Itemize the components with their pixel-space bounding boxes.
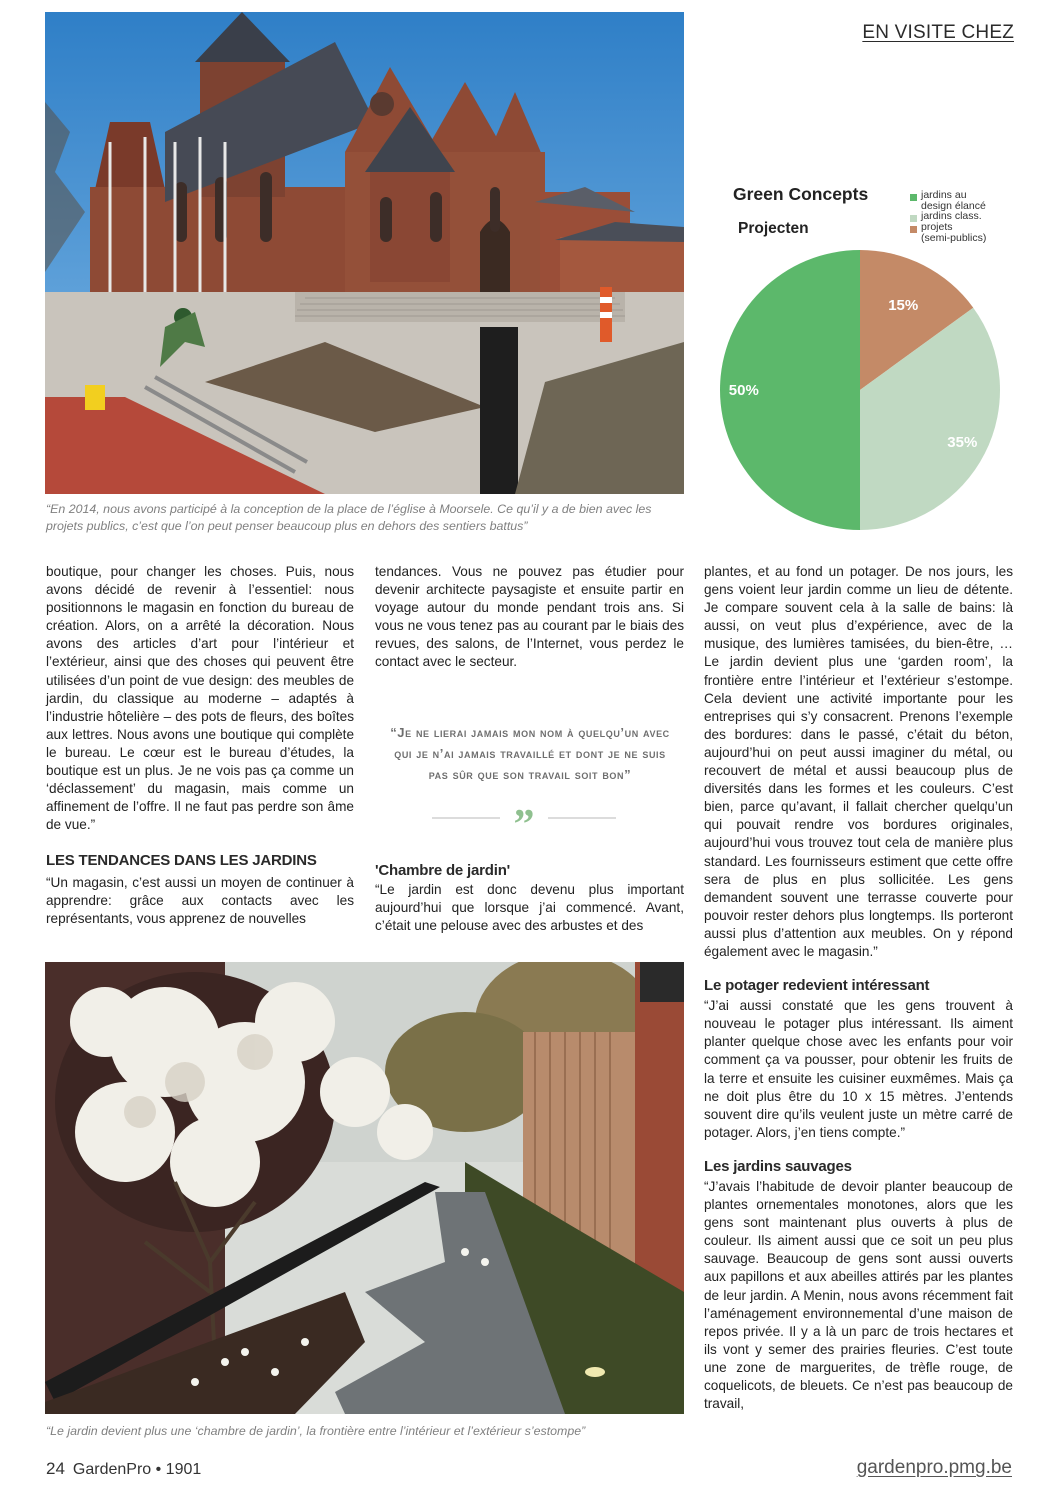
- garden-room-photo: [45, 962, 684, 1414]
- section-label: EN VISITE CHEZ: [862, 22, 1014, 43]
- section-heading: LES TENDANCES DANS LES JARDINS: [46, 852, 317, 870]
- legend-label: projets (semi-publics): [921, 221, 987, 244]
- section-heading: Les jardins sauvages: [704, 1157, 852, 1175]
- pie-slice-label: 15%: [888, 297, 919, 315]
- paragraph: “J’avais l’habitude de devoir planter beaucoup de plantes ornementales monotones, alors que les gens sont maintenant plus ouverts à plus de couleur. Ils aiment aussi que ce soit un peu plus sauvage. Beaucoup de gens sont aussi ouverts aux papillons et aux abeilles attirés par les plantes de leur jardin. A Menin, nous avons récemment fait l’aménagement environnemental d’une maison de repos privée. Il y a là un parc de trois hectares et ils vont y semer des prairies fleuries. C’est toute une zone de marguerites, de trèfle rouge, de coquelicots, de bleuets. Ce n’est pas beaucoup de travail,: [704, 1179, 1013, 1412]
- legend-label: jardins class.: [921, 210, 982, 222]
- paragraph: “Le jardin est donc devenu plus important aujourd’hui que lorsque j’ai commencé. Avant, c’était une pelouse avec des arbustes et des: [375, 882, 684, 934]
- legend-item: [910, 190, 1015, 211]
- article-column-3: [704, 563, 1013, 1413]
- paragraph: boutique, pour changer les choses. Puis, nous avons décidé de revenir à l’essentiel: nous positionnons le magasin en fonction du bureau de création. Alors, on a arrêté la décoration. Nous avons des articles d’art pour l’intérieur et l’extérieur, ainsi que des choses qui peuvent être utilisées d’un point de vue design: des meubles de jardin, du classique au moderne – adaptés à l’industrie hôtelière – des pots de fleurs, des boîtes aux lettres. Nous avons une boutique qui complète le bureau. Le cœur est le bureau d’études, la boutique est un plus. Je ne vois pas ça comme un ‘déclassement’ du magasin, mais comme un affinement de l’offre. Il ne faut pas perdre son âme de vue.”: [46, 564, 354, 833]
- pie-slices: [720, 250, 1000, 530]
- article-column-2: [375, 563, 684, 672]
- legend-swatch: [910, 194, 917, 201]
- paragraph: tendances. Vous ne pouvez pas étudier pour devenir architecte paysagiste et ensuite partir en voyage autour du monde pendant trois ans. Si vous ne vous tenez pas au courant par le biais des revues, des salons, de l’Internet, vous perdez le contact avec le secteur.: [375, 564, 684, 670]
- garden-photo-caption: “Le jardin devient plus une ‘chambre de jardin’, la frontière entre l’intérieur et l’extérieur s’estompe”: [46, 1424, 586, 1438]
- section-heading: Le potager redevient intéressant: [704, 977, 930, 995]
- page-number: 24: [46, 1459, 65, 1478]
- pull-quote: “Je ne lierai jamais mon nom à quelqu’un avec qui je n’ai jamais travaillé et dont je ne suis pas sûr que son travail soit bon”: [390, 725, 670, 782]
- church-square-photo: [45, 12, 684, 494]
- paragraph: “Un magasin, c’est aussi un moyen de continuer à apprendre: grâce aux contacts avec les représentants, vous apprenez de nouvelles: [46, 874, 354, 926]
- magazine-issue: GardenPro • 1901: [72, 1461, 202, 1478]
- footer-folio: [46, 1459, 201, 1479]
- quote-mark-icon: ”: [513, 808, 535, 838]
- section-heading: 'Chambre de jardin': [375, 862, 511, 879]
- website-link[interactable]: gardenpro.pmg.be: [856, 1457, 1012, 1478]
- legend-swatch: [910, 226, 917, 233]
- article-column-2-lower: [375, 862, 684, 935]
- chart-legend: [910, 190, 1015, 243]
- article-column-1: [46, 563, 354, 928]
- quote-divider: [432, 808, 616, 838]
- church-photo-caption: “En 2014, nous avons participé à la conception de la place de l’église à Moorsele. Ce qu’il y a de bien avec les projets publics, c’est que l’on peut penser beaucoup plus en dehors des sentiers battus”: [46, 502, 652, 533]
- chart-title: Green Concepts: [733, 184, 869, 204]
- paragraph: “J’ai aussi constaté que les gens trouvent à nouveau le potager plus intéressant. Ils aiment planter quelque chose avec les enfants pour voir comment ça va pousser, pour obtenir les fruits de la terre et ensuite les cuisiner euxmêmes. Mais ça ne doit plus être du 10 x 15 mètres. J’entends souvent dire qu’ils veulent juste un mètre carré de potager. Alors, j’en tiens compte.”: [704, 998, 1013, 1140]
- legend-swatch: [910, 215, 917, 222]
- pie-slice-label: 50%: [728, 382, 759, 399]
- chart-subtitle: Projecten: [738, 220, 809, 237]
- paragraph: plantes, et au fond un potager. De nos jours, les gens voient leur jardin comme un lieu de détente. Je compare souvent cela à la salle de bains: là aussi, on veut plus d’expérience, avec de la musique, des lumières tamisées, du bien-être, … Le jardin devient plus une ‘garden room’, la frontière entre l’intérieur et l’extérieur s’estompe. Cela devient une activité importante pour les entreprises qui s’y consacrent. Prenons l’exemple des bordures: dans le passé, c’était du béton, aujourd’hui on peut aussi imaginer du métal, ou recouvert de métal et aussi beaucoup plus de diversités dans les formes et les couleurs. C’est bien, parce qu’avant, il fallait chercher quelqu’un qui pouvait rendre vos bordures originales, aujourd’hui vous trouvez tout cela de manière plus standard. Les fournisseurs estiment que cette offre sera de plus en plus sollicitée. Les gens demandent souvent une terrasse couverte pour pouvoir rester dehors plus longtemps. Ils porteront aussi plus d’attention aux meubles. On y répond également avec le magasin.”: [704, 564, 1013, 959]
- pie-slice-label: 35%: [947, 434, 978, 452]
- legend-label: jardins au design élancé: [921, 189, 986, 212]
- legend-item: [910, 222, 1015, 243]
